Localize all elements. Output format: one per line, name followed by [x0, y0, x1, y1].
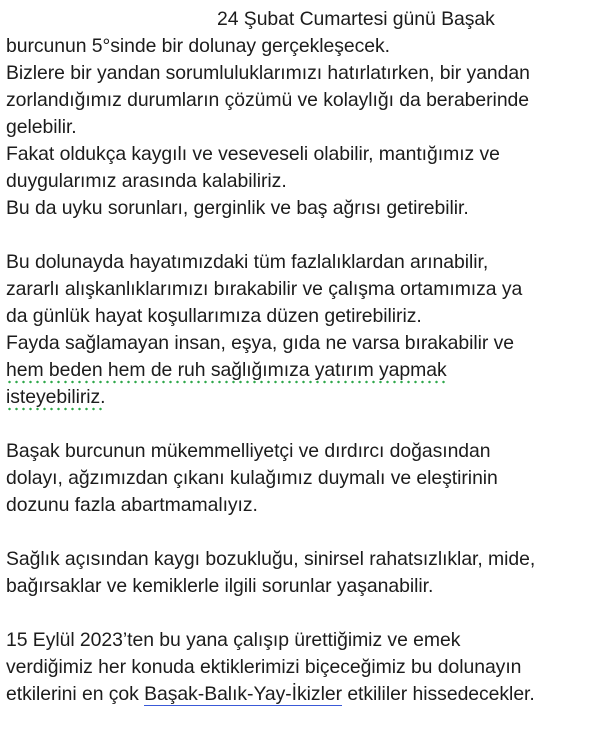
text-line: dolayı, ağzımızdan çıkanı kulağımız duymalı ve eleştirinin — [6, 467, 498, 489]
paragraph-spacer — [6, 600, 596, 627]
text-line — [6, 384, 596, 411]
text-line — [6, 681, 596, 708]
text-line: Bu dolunayda hayatımızdaki tüm fazlalıklardan arınabilir, — [6, 251, 489, 273]
text-line: zararlı alışkanlıklarımızı bırakabilir ve çalışma ortamımıza ya — [6, 278, 523, 300]
paragraph-spacer — [6, 411, 596, 438]
text-fragment: etkililer hissedecekler. — [341, 683, 535, 705]
text-line: dozunu fazla abartmamalıyız. — [6, 494, 258, 516]
text-line: verdiğimiz her konuda ektiklerimizi biçeceğimiz bu dolunayın — [6, 656, 522, 678]
text-line: burcunun 5°sinde bir dolunay gerçekleşecek. — [6, 35, 390, 57]
paragraph-4 — [6, 546, 596, 600]
text-line: da günlük hayat koşullarımıza düzen getirebiliriz. — [6, 305, 422, 327]
document-body — [6, 6, 596, 708]
paragraph-2 — [6, 249, 596, 411]
text-line: Fayda sağlamayan insan, eşya, gıda ne varsa bırakabilir ve — [6, 332, 514, 354]
paragraph-spacer — [6, 519, 596, 546]
text-line: zorlandığımız durumların çözümü ve kolaylığı da beraberinde — [6, 89, 530, 111]
text-line: 24 Şubat Cumartesi günü Başak — [217, 8, 495, 30]
spellcheck-highlight[interactable]: isteyebiliriz. — [6, 386, 106, 411]
text-fragment: etkilerini en çok — [6, 683, 145, 705]
zodiac-signs-link[interactable]: Başak-Balık-Yay-İkizler — [144, 683, 342, 705]
paragraph-spacer — [6, 222, 596, 249]
text-line: bağırsaklar ve kemiklerle ilgili sorunlar yaşanabilir. — [6, 575, 434, 597]
text-line: duygularımız arasında kalabiliriz. — [6, 170, 287, 192]
paragraph-1 — [6, 6, 596, 222]
text-line: 15 Eylül 2023’ten bu yana çalışıp ürettiğimiz ve emek — [6, 629, 461, 651]
text-line: Başak burcunun mükemmelliyetçi ve dırdırcı doğasından — [6, 440, 491, 462]
text-line: Fakat oldukça kaygılı ve veseveseli olabilir, mantığımız ve — [6, 143, 500, 165]
text-line: Sağlık açısından kaygı bozukluğu, sinirsel rahatsızlıklar, mide, — [6, 548, 536, 570]
text-line: gelebilir. — [6, 116, 77, 138]
text-line: Bizlere bir yandan sorumluluklarımızı hatırlatırken, bir yandan — [6, 62, 530, 84]
paragraph-5 — [6, 627, 596, 708]
text-line: Bu da uyku sorunları, gerginlik ve baş ağrısı getirebilir. — [6, 197, 469, 219]
paragraph-3 — [6, 438, 596, 519]
text-line — [6, 357, 596, 384]
spellcheck-highlight[interactable]: hem beden hem de ruh sağlığımıza yatırım yapmak — [6, 359, 447, 384]
